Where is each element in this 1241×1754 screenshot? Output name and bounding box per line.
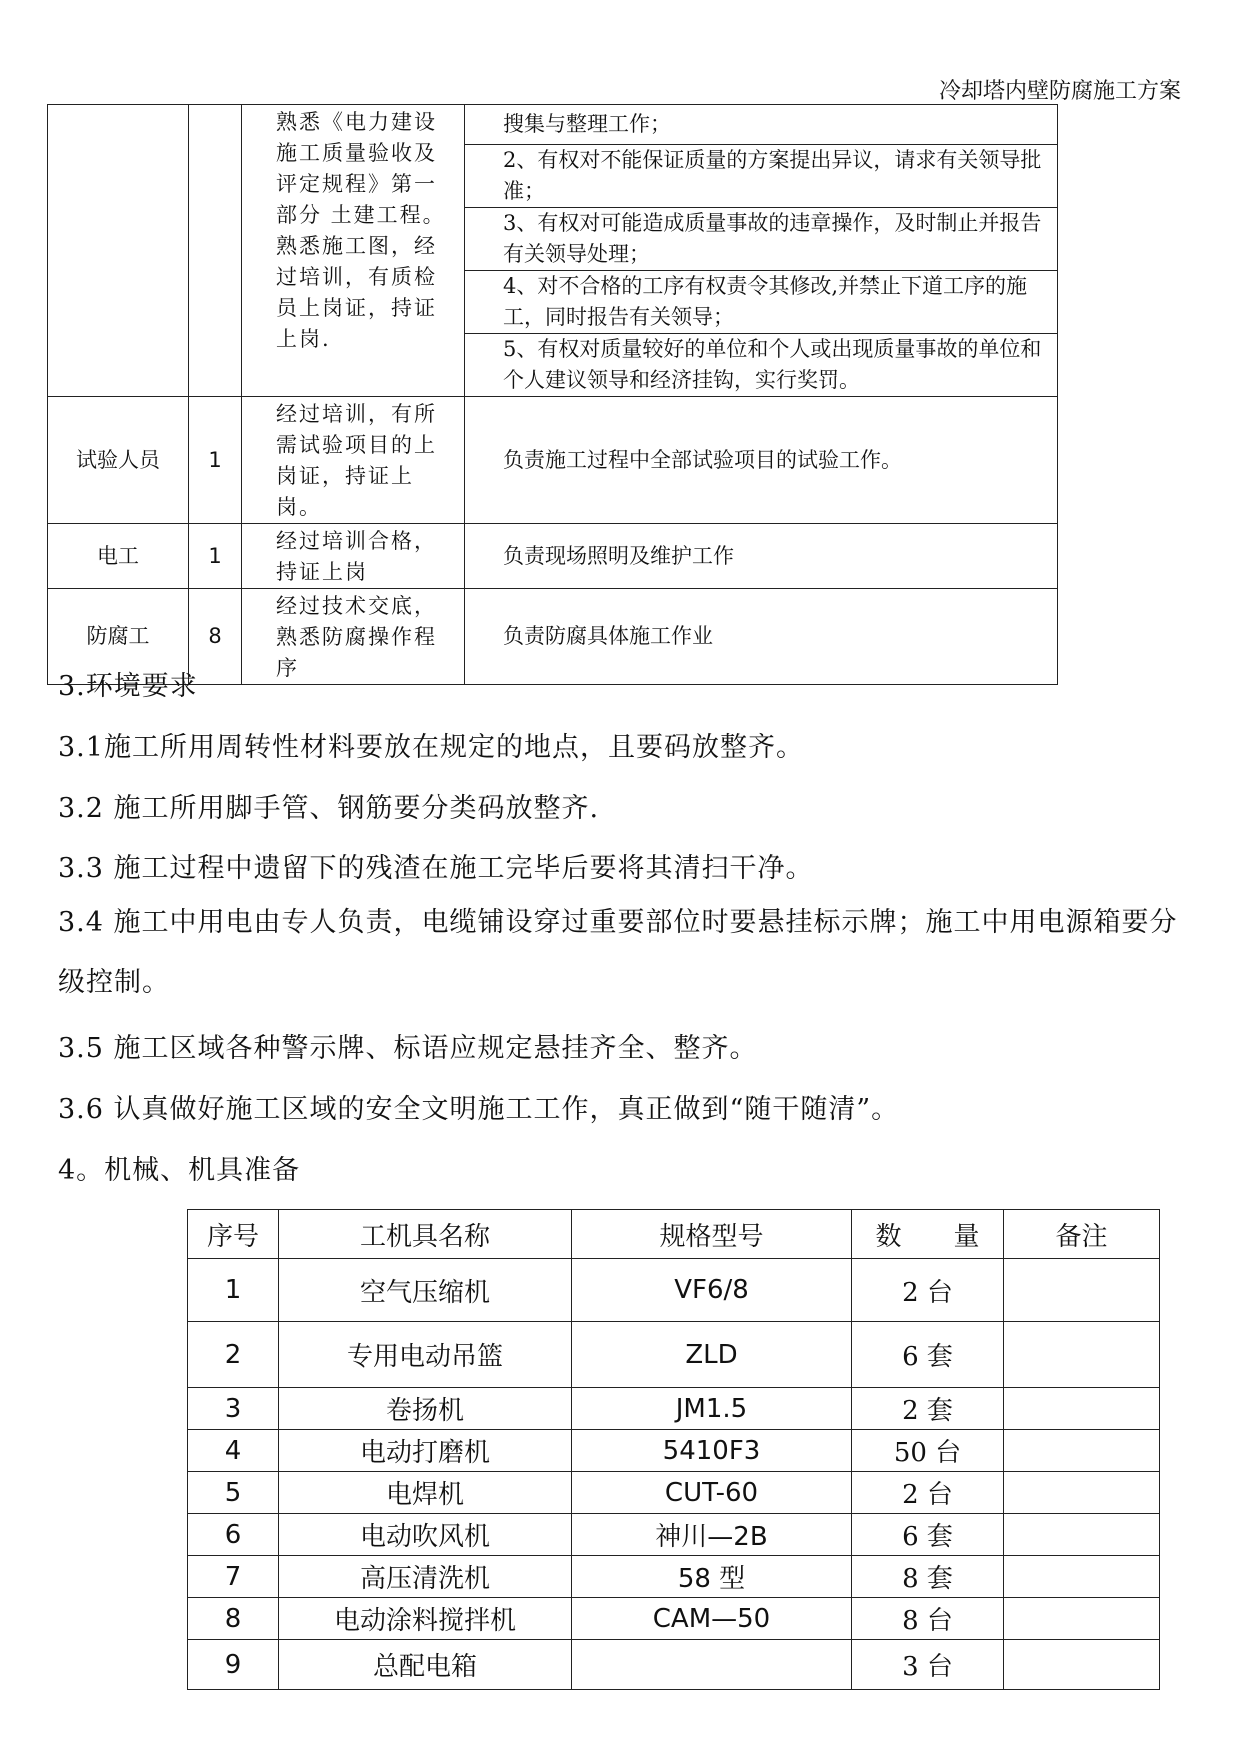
equipment-index: 3 xyxy=(188,1388,279,1430)
equipment-index: 4 xyxy=(188,1430,279,1472)
equipment-model xyxy=(572,1640,852,1690)
staff-role: 防腐工 xyxy=(48,589,189,685)
section-3-title: 3.环境要求 xyxy=(58,671,198,702)
equipment-name: 电动吹风机 xyxy=(279,1514,572,1556)
equipment-model: 神川—2B xyxy=(572,1514,852,1556)
table-row xyxy=(188,1430,1160,1472)
section-3-item: 3.5 施工区域各种警示牌、标语应规定悬挂齐全、整齐。 xyxy=(58,1033,758,1064)
equipment-index: 1 xyxy=(188,1259,279,1322)
staff-count: 8 xyxy=(189,589,242,685)
equipment-name: 总配电箱 xyxy=(279,1640,572,1690)
equipment-header-cell: 工机具名称 xyxy=(279,1210,572,1259)
equipment-index: 7 xyxy=(188,1556,279,1598)
staff-qualification: 经过培训，有所需试验项目的上岗证，持证上岗。 xyxy=(242,397,465,524)
staff-role: 试验人员 xyxy=(48,397,189,524)
equipment-index: 5 xyxy=(188,1472,279,1514)
equipment-remark xyxy=(1004,1598,1160,1640)
staff-count: 1 xyxy=(189,397,242,524)
equipment-quantity: 8 套 xyxy=(852,1556,1004,1598)
equipment-remark xyxy=(1004,1388,1160,1430)
equipment-quantity: 2 套 xyxy=(852,1388,1004,1430)
equipment-quantity: 6 套 xyxy=(852,1322,1004,1388)
equipment-quantity: 6 套 xyxy=(852,1514,1004,1556)
staff-table xyxy=(47,104,1058,685)
staff-role-cell-empty xyxy=(48,105,189,397)
staff-qualification: 经过技术交底，熟悉防腐操作程序 xyxy=(242,589,465,685)
staff-qualification: 熟悉《电力建设施工质量验收及评定规程》第一部分 土建工程。熟悉施工图，经过培训，有质检员上岗证，持证上岗. xyxy=(242,105,465,397)
equipment-header-cell: 序号 xyxy=(188,1210,279,1259)
equipment-name: 空气压缩机 xyxy=(279,1259,572,1322)
table-row xyxy=(188,1259,1160,1322)
table-row xyxy=(188,1640,1160,1690)
section-3-item: 3.3 施工过程中遗留下的残渣在施工完毕后要将其清扫干净。 xyxy=(58,853,814,884)
equipment-remark xyxy=(1004,1556,1160,1598)
equipment-remark xyxy=(1004,1640,1160,1690)
equipment-index: 2 xyxy=(188,1322,279,1388)
equipment-table xyxy=(187,1209,1160,1690)
staff-duty: 2、有权对不能保证质量的方案提出异议，请求有关领导批准； xyxy=(465,145,1058,208)
equipment-model: ZLD xyxy=(572,1322,852,1388)
staff-role: 电工 xyxy=(48,524,189,589)
equipment-remark xyxy=(1004,1322,1160,1388)
section-3-item: 3.1施工所用周转性材料要放在规定的地点，且要码放整齐。 xyxy=(58,732,804,763)
staff-duty: 负责现场照明及维护工作 xyxy=(465,524,1058,589)
staff-duty: 负责施工过程中全部试验项目的试验工作。 xyxy=(465,397,1058,524)
equipment-name: 专用电动吊篮 xyxy=(279,1322,572,1388)
equipment-remark xyxy=(1004,1514,1160,1556)
equipment-quantity: 2 台 xyxy=(852,1259,1004,1322)
staff-qualification: 经过培训合格，持证上岗 xyxy=(242,524,465,589)
equipment-name: 卷扬机 xyxy=(279,1388,572,1430)
equipment-quantity: 8 台 xyxy=(852,1598,1004,1640)
equipment-header-cell: 规格型号 xyxy=(572,1210,852,1259)
equipment-remark xyxy=(1004,1259,1160,1322)
staff-count-cell-empty xyxy=(189,105,242,397)
section-4-title: 4。机械、机具准备 xyxy=(58,1155,301,1186)
table-row xyxy=(188,1514,1160,1556)
equipment-quantity: 3 台 xyxy=(852,1640,1004,1690)
section-3-item: 3.4 施工中用电由专人负责，电缆铺设穿过重要部位时要悬挂标示牌；施工中用电源箱要分级控制。 xyxy=(58,907,1178,998)
table-row xyxy=(188,1322,1160,1388)
section-3-item: 3.6 认真做好施工区域的安全文明施工工作，真正做到“随干随清”。 xyxy=(58,1094,900,1125)
equipment-index: 9 xyxy=(188,1640,279,1690)
equipment-name: 电动涂料搅拌机 xyxy=(279,1598,572,1640)
equipment-model: JM1.5 xyxy=(572,1388,852,1430)
staff-duty: 搜集与整理工作； xyxy=(465,105,1058,145)
equipment-index: 8 xyxy=(188,1598,279,1640)
staff-duty: 4、对不合格的工序有权责令其修改,并禁止下道工序的施工，同时报告有关领导； xyxy=(465,271,1058,334)
equipment-model: VF6/8 xyxy=(572,1259,852,1322)
staff-duty: 3、有权对可能造成质量事故的违章操作，及时制止并报告有关领导处理； xyxy=(465,208,1058,271)
equipment-index: 6 xyxy=(188,1514,279,1556)
staff-count: 1 xyxy=(189,524,242,589)
equipment-model: 58 型 xyxy=(572,1556,852,1598)
equipment-remark xyxy=(1004,1430,1160,1472)
table-row xyxy=(188,1472,1160,1514)
equipment-model: CUT-60 xyxy=(572,1472,852,1514)
equipment-quantity: 50 台 xyxy=(852,1430,1004,1472)
equipment-header-cell: 数 量 xyxy=(852,1210,1004,1259)
table-row xyxy=(188,1598,1160,1640)
equipment-model: 5410F3 xyxy=(572,1430,852,1472)
equipment-name: 电焊机 xyxy=(279,1472,572,1514)
equipment-name: 电动打磨机 xyxy=(279,1430,572,1472)
staff-duty: 负责防腐具体施工作业 xyxy=(465,589,1058,685)
table-row xyxy=(188,1388,1160,1430)
staff-duty: 5、有权对质量较好的单位和个人或出现质量事故的单位和个人建议领导和经济挂钩，实行奖罚。 xyxy=(465,334,1058,397)
equipment-model: CAM—50 xyxy=(572,1598,852,1640)
table-row xyxy=(188,1556,1160,1598)
section-3-item: 3.2 施工所用脚手管、钢筋要分类码放整齐. xyxy=(58,793,600,824)
equipment-remark xyxy=(1004,1472,1160,1514)
equipment-name: 高压清洗机 xyxy=(279,1556,572,1598)
document-header: 冷却塔内壁防腐施工方案 xyxy=(938,79,1181,104)
equipment-header-cell: 备注 xyxy=(1004,1210,1160,1259)
equipment-quantity: 2 台 xyxy=(852,1472,1004,1514)
